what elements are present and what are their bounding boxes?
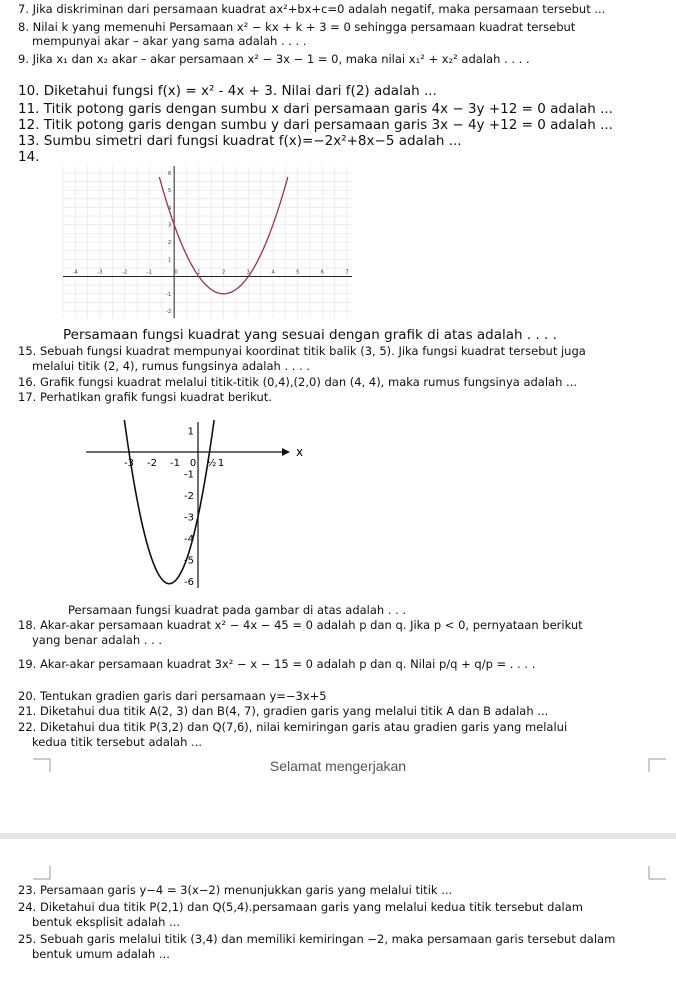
closing-message: Selamat mengerjakan: [269, 758, 407, 774]
y-label: -1: [184, 469, 194, 481]
x-tick-label: -4: [72, 269, 78, 276]
question-17: 17. Perhatikan grafik fungsi kuadrat berikut.: [18, 390, 272, 404]
y-tick-label: 2: [167, 240, 172, 246]
x-tick-label: 1: [197, 269, 201, 276]
y-tick-label: 5: [167, 188, 172, 195]
question-19: 19. Akar-akar persamaan kuadrat 3x² − x − 15 = 0 adalah p dan q. Nilai p/q + q/p = . . . .: [18, 657, 536, 671]
y-label: -2: [184, 491, 194, 502]
question-14: 14.: [18, 149, 40, 165]
x-label: 0: [189, 458, 197, 469]
question-17-caption: Persamaan fungsi kuadrat pada gambar di atas adalah . . .: [68, 603, 407, 617]
question-8-cont: mempunyai akar – akar yang sama adalah . . . .: [32, 34, 307, 48]
question-8: 8. Nilai k yang memenuhi Persamaan x² − kx + k + 3 = 0 sehingga persamaan kuadrat tersebut: [18, 20, 576, 34]
y-tick-label: 6: [167, 170, 172, 177]
page-divider: [0, 833, 676, 839]
x-label: 1: [217, 458, 225, 469]
corner-mark-bottom-left: [33, 866, 51, 880]
y-tick-label: 1: [167, 257, 172, 264]
x-axis-arrow: [282, 448, 290, 456]
x-tick-label: 3: [246, 269, 250, 276]
x-label: -1: [170, 458, 180, 469]
x-tick-label: -3: [97, 269, 103, 276]
question-9: 9. Jika x₁ dan x₂ akar – akar persamaan x² − 3x − 1 = 0, maka nilai x₁² + x₂² adalah . . . .: [18, 52, 530, 66]
y-tick-label: 4: [167, 205, 172, 212]
x-label: -2: [147, 458, 157, 469]
x-label: -3: [124, 458, 134, 469]
question-21: 21. Diketahui dua titik A(2, 3) dan B(4, 7), gradien garis yang melalui titik A dan B adalah ...: [18, 704, 549, 718]
question-7: 7. Jika diskriminan dari persamaan kuadrat ax²+bx+c=0 adalah negatif, maka persamaan tersebut ...: [18, 2, 606, 16]
question-18: 18. Akar-akar persamaan kuadrat x² − 4x − 45 = 0 adalah p dan q. Jika p < 0, pernyataan berikut: [18, 618, 583, 632]
question-13: 13. Sumbu simetri dari fungsi kuadrat f(x)=−2x²+8x−5 adalah ...: [18, 133, 462, 149]
chart-question-14: [55, 162, 360, 324]
question-22-cont: kedua titik tersebut adalah ...: [32, 735, 203, 749]
x-tick-label: 2: [221, 269, 226, 276]
x-tick-label: 4: [271, 269, 275, 276]
question-12: 12. Titik potong garis dengan sumbu y dari persamaan garis 3x − 4y +12 = 0 adalah ...: [18, 117, 613, 133]
y-label: -4: [184, 534, 194, 545]
y-label: -6: [184, 577, 194, 588]
question-22: 22. Diketahui dua titik P(3,2) dan Q(7,6), nilai kemiringan garis atau gradien garis yang melalui: [18, 720, 568, 734]
y-label: -3: [184, 512, 194, 524]
question-25: 25. Sebuah garis melalui titik (3,4) dan memiliki kemiringan −2, maka persamaan garis tersebut dalam: [18, 932, 616, 946]
question-20: 20. Tentukan gradien garis dari persamaan y=−3x+5: [18, 689, 327, 703]
question-14-caption: Persamaan fungsi kuadrat yang sesuai dengan grafik di atas adalah . . . .: [63, 327, 557, 343]
question-11: 11. Titik potong garis dengan sumbu x dari persamaan garis 4x − 3y +12 = 0 adalah ...: [18, 101, 613, 117]
y-label: 1: [187, 426, 194, 438]
x-tick-label: 5: [296, 269, 300, 276]
question-24: 24. Diketahui dua titik P(2,1) dan Q(5,4).persamaan garis yang melalui kedua titik tersebut dalam: [18, 900, 583, 914]
question-15: 15. Sebuah fungsi kuadrat mempunyai koordinat titik balik (3, 5). Jika fungsi kuadrat tersebut juga: [18, 344, 586, 358]
question-24-cont: bentuk eksplisit adalah ...: [32, 915, 181, 929]
chart-question-17: [86, 420, 306, 592]
y-tick-label: -1: [166, 291, 172, 298]
x-tick-label: 0: [174, 269, 178, 276]
x-label: ½: [206, 458, 217, 469]
x-tick-label: 6: [320, 269, 324, 276]
question-23: 23. Persamaan garis y−4 = 3(x−2) menunjukkan garis yang melalui titik ...: [18, 883, 453, 897]
x-tick-label: -1: [146, 269, 152, 276]
x-axis-label: x: [296, 445, 304, 459]
x-tick-label: -2: [122, 269, 128, 276]
question-15-cont: melalui titik (2, 4), rumus fungsinya adalah . . . .: [32, 359, 311, 373]
y-tick-label: 3: [167, 222, 172, 229]
question-16: 16. Grafik fungsi kuadrat melalui titik-titik (0,4),(2,0) dan (4, 4), maka rumus fungsinya adalah ...: [18, 375, 578, 389]
parabola-curve: [116, 420, 224, 584]
corner-mark-bottom-right: [648, 866, 666, 880]
question-18-cont: yang benar adalah . . .: [32, 633, 163, 647]
x-tick-label: 7: [345, 269, 349, 276]
question-10: 10. Diketahui fungsi f(x) = x² - 4x + 3. Nilai dari f(2) adalah ...: [18, 83, 437, 99]
y-tick-label: -2: [166, 309, 172, 316]
y-label: -5: [184, 555, 194, 567]
question-25-cont: bentuk umum adalah ...: [32, 947, 170, 961]
